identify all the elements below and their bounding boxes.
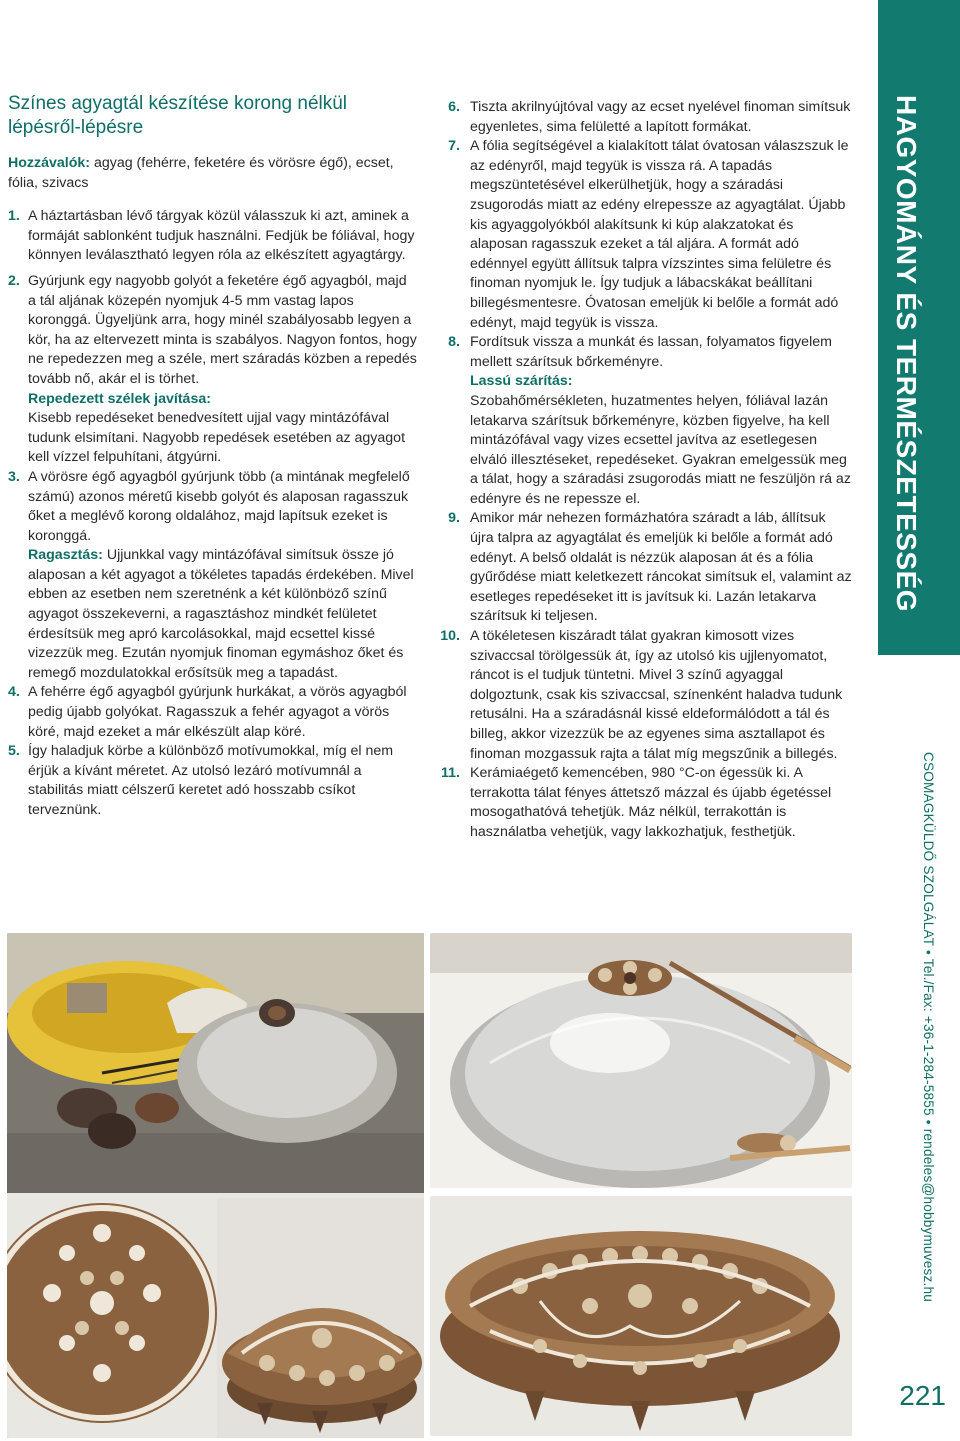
step-9: [432, 509, 852, 627]
step-number: 11.: [441, 765, 460, 782]
materials-photo-drawing: [7, 933, 424, 1438]
step-8: [432, 333, 852, 509]
step-3: [8, 468, 418, 684]
left-column: [8, 92, 418, 821]
step-number: 4.: [8, 684, 20, 701]
step-number: 7.: [448, 138, 460, 155]
step-sub-text: Ujjunkkal vagy mintázófával simítsuk össze jó alaposan a két agyagot a tökéletes tapadás érdekében. Mivel ebben az esetben nem szeretnénk a két különböző színű agyagot összekeverni, a ragasztáshoz mindkét felületet érdesítsük meg apró karcolásokkal, majd ecsettel kissé vizezzük meg. Ezután nyomjuk finoman egymáshoz őket és remegő mozdulatokkal erősítsük meg a tapadást.: [28, 547, 414, 681]
step-11: [432, 764, 852, 842]
step-number: 3.: [8, 468, 20, 485]
ingredients: [8, 154, 418, 193]
step-number: 5.: [8, 743, 20, 760]
step-6: [432, 98, 852, 137]
step-sub-text: Kisebb repedéseket benedvesített ujjal vagy mintázófával tudunk elsimítani. Nagyobb repedések esetében az agyagot kell vízzel felpuhítani, átgyúrni.: [28, 410, 406, 466]
step-sub-label: Repedezett szélek javítása:: [28, 390, 211, 407]
contact-line: CSOMAGKÜLDŐ SZOLGÁLAT • Tel./Fax: +36-1-284-5855 • rendeles@hobbymuvesz.hu: [921, 752, 936, 1303]
finished-bowl-photo: [430, 1196, 852, 1436]
step-text: Kerámiaégető kemencében, 980 °C-on égessük ki. A terrakotta tálat fényes áttetsző mázzal és újabb égetéssel mosogathatóvá tehetjük. Máz nélkül, terrakottán is használatba vehetjük, vagy lakkozhatjuk, festhetjük.: [470, 765, 832, 840]
step-text: Amikor már nehezen formázhatóra száradt a láb, állítsuk újra talpra az agyagtálat és emeljük ki belőle a formát adó edényt. A belső oldalát is nézzük alaposan át és a fólia gyűrődése miatt keletkezett ráncokat simítsuk el, valamint az esetleges repedéseket itt is javítsuk ki. Lazán letakarva szárítsuk ki teljesen.: [470, 510, 852, 625]
step-number: 10.: [440, 628, 460, 645]
step-1: [8, 207, 418, 266]
step-number: 8.: [448, 334, 460, 351]
step-number: 9.: [448, 510, 460, 527]
step-2: [8, 272, 418, 468]
step-text: A tökéletesen kiszáradt tálat gyakran kimosott vizes szivaccsal törölgessük át, így az utolsó kis ujjlenyomatot, ráncot is el tudjuk tüntetni. Mivel 3 színű agyaggal dolgoztunk, csak kis szivaccsal, színenként haladva tudunk retusálni. Ha a száradásnál kissé eldeformálódott a tál és billeg, akkor vizezzük be az egyenes sima asztallapot és finoman mozgassuk rajta a tálat míg megszűnik a billegés.: [470, 628, 843, 762]
step-7: [432, 137, 852, 333]
step-sub-label: Lassú szárítás:: [470, 373, 573, 390]
right-column: [432, 98, 852, 843]
step-number: 2.: [8, 272, 20, 289]
ingredients-label: Hozzávalók:: [8, 155, 90, 171]
step-text: Gyúrjunk egy nagyobb golyót a feketére égő agyagból, majd a tál aljának közepén nyomjuk 4-5 mm vastag lapos koronggá. Ügyeljünk arra, hogy minél szabályosabb legyen a kör, ha az eltervezett minta is szabályos. Nagyon fontos, hogy ne repedezzen meg a széle, mert száradás közben a repedés tovább nő, akár el is törhet.: [28, 272, 417, 387]
step-text: Fordítsuk vissza a munkát és lassan, folyamatos figyelem mellett szárítsuk bőrkeményre.: [470, 334, 832, 370]
step-text: A fólia segítségével a kialakított tálat óvatosan válaszszuk le az edényről, majd tegyük is vissza rá. A tapadás megszüntetésével elkerülhetjük, hogy a száradási zsugorodás miatt az edény elrepessze az agyagtálat. Újabb kis agyaggolyókból alakítsunk ki kúp alakzatokat és alaposan ragasszuk ezeket a tál aljára. A formát adó edénnyel együtt állítsuk talpra vízszintes sima felületre és finoman nyomjuk le. Így tudjuk a lábacskákat beállítani billegésmentesre. Óvatosan emeljük ki belőle a formát adó edényt, majd tegyük is vissza.: [470, 138, 849, 331]
step-text: A vörösre égő agyagból gyúrjunk több (a mintának megfelelő számú) azonos méretű kisebb golyót és alaposan ragasszuk őket a meglévő korong oldalához, majd lapítsuk ezeket is koronggá.: [28, 468, 410, 544]
step-text: Tiszta akrilnyújtóval vagy az ecset nyelével finoman simítsuk egyenletes, sima felületté a lapított formákat.: [470, 99, 851, 135]
step-5: [8, 742, 418, 820]
step-4: [8, 683, 418, 742]
step-text: A háztartásban lévő tárgyak közül válasszuk ki azt, aminek a formáját sablonként tudjuk használni. Fedjük be fóliával, hogy könnyen leválasztható legyen róla az elkészített agyagtárgy.: [28, 208, 415, 264]
step-number: 6.: [448, 99, 460, 115]
article-title: Színes agyagtál készítése korong nélkül lépésről-lépésre: [8, 93, 348, 138]
section-title: HAGYOMÁNY ÉS TERMÉSZETESSÉG: [891, 95, 922, 613]
step-text: Így haladjuk körbe a különböző motívumokkal, míg el nem érjük a kívánt méretet. Az utolsó lezáró motívumnál a stabilitás miatt célszerű keretet adó hosszabb csíkot terveznünk.: [28, 743, 394, 818]
step-text: A fehérre égő agyagból gyúrjunk hurkákat, a vörös agyagból pedig újabb golyókat. Ragasszuk a fehér agyagot a vörös köré, majd ezeket a már elkészült alap köré.: [28, 684, 407, 740]
step-sub-label: Ragasztás:: [28, 547, 103, 564]
step-number: 1.: [8, 208, 20, 225]
ingredients-text: agyag (fehérre, feketére és vörösre égő), ecset, fólia, szivacs: [8, 155, 394, 191]
mold-bowl-photo: [430, 933, 852, 1188]
page-number: 221: [899, 1380, 946, 1411]
step-sub-text: Szobahőmérsékleten, huzatmentes helyen, fóliával lazán letakarva szárítsuk bőrkeményre, közben figyelve, ha kell mintázófával vagy vizes ecsettel javítva az esetlegesen elváló illesztéseket, repedéseket. Gyakran emelgessük meg a tálat, hogy a száradási zsugorodás miatt ne feszüljön rá az edényre és ne repessze el.: [470, 392, 851, 507]
step-10: [432, 627, 852, 764]
